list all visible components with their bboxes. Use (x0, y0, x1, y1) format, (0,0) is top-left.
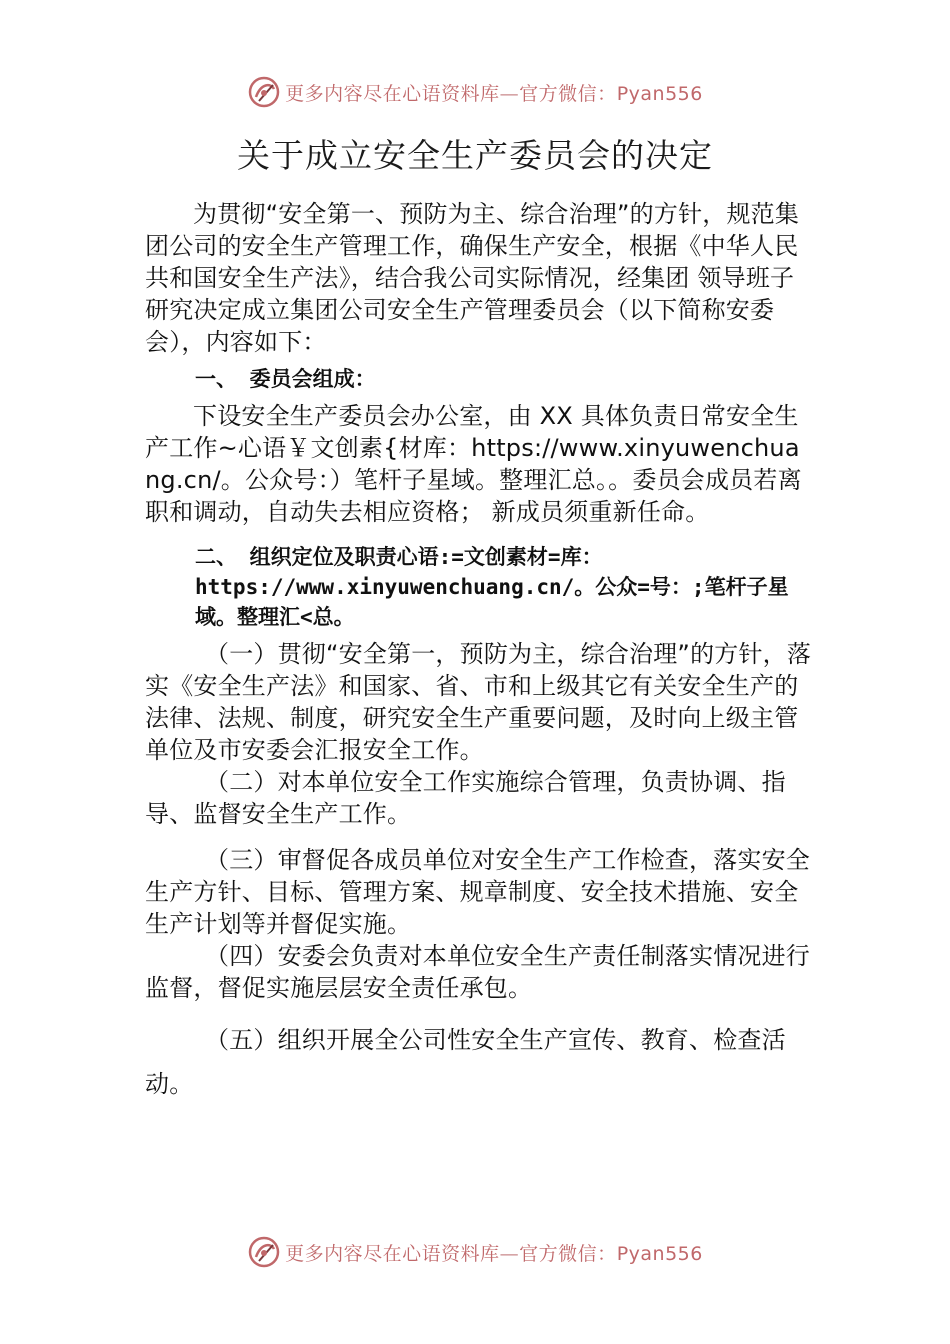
banner-separator: — (499, 1242, 520, 1265)
section2-heading: 二、 组织定位及职责心语:=文创素材=库： (195, 545, 603, 569)
banner-wechat-id: Pyan556 (616, 82, 703, 105)
banner-official-label: 官方微信： (519, 82, 617, 105)
section1-heading: 一、 委员会组成： (195, 367, 376, 391)
duty-item-5: （五）组织开展全公司性安全生产宣传、教育、检查活动。 (145, 1026, 786, 1098)
banner-official-label: 官方微信： (519, 1242, 617, 1265)
banner-main-text: 更多内容尽在心语资料库 (285, 82, 500, 105)
banner-main-text: 更多内容尽在心语资料库 (285, 1242, 500, 1265)
brand-logo-icon (247, 75, 281, 109)
banner-wechat-id: Pyan556 (616, 1242, 703, 1265)
banner-text (285, 79, 703, 106)
document-title: 关于成立安全生产委员会的决定 (237, 136, 713, 175)
brand-logo-icon (247, 1235, 281, 1269)
footer-watermark-banner (0, 1232, 950, 1272)
duty-item-3: （三）审督促各成员单位对安全生产工作检查，落实安全生产方针、目标、管理方案、规章制度、安全技术措施、安全生产计划等并督促实施。 (145, 846, 810, 938)
section1-body: 下设安全生产委员会办公室，由 XX 具体负责日常安全生产工作~心语￥文创素{材库：https://www.xinyuwenchuang.cn/。公众号：）笔杆子星域。整理汇总。。委员会成员若离职和调动，自动失去相应资格； 新成员须重新任命。 (145, 402, 802, 526)
document-body (145, 198, 813, 1106)
section2-heading-cont: https://www.xinyuwenchuang.cn/。公众=号：;笔杆子星域。整理汇<总。 (195, 575, 789, 629)
duty-item-2: （二）对本单位安全工作实施综合管理，负责协调、指导、监督安全生产工作。 (145, 768, 786, 828)
duty-item-1: （一）贯彻“安全第一，预防为主，综合治理”的方针，落实《安全生产法》和国家、省、市和上级其它有关安全生产的法律、法规、制度，研究安全生产重要问题，及时向上级主管单位及市安委会汇报安全工作。 (145, 640, 812, 764)
header-watermark-banner (0, 72, 950, 112)
duty-item-4: （四）安委会负责对本单位安全生产责任制落实情况进行监督，督促实施层层安全责任承包。 (145, 942, 810, 1002)
banner-separator: — (499, 82, 520, 105)
intro-paragraph: 为贯彻“安全第一、预防为主、综合治理”的方针，规范集团公司的安全生产管理工作，确保生产安全，根据《中华人民共和国安全生产法》，结合我公司实际情况，经集团 领导班子研究决定成立集团公司安全生产管理委员会（以下简称安委会），内容如下： (145, 200, 800, 356)
banner-text (285, 1239, 703, 1266)
